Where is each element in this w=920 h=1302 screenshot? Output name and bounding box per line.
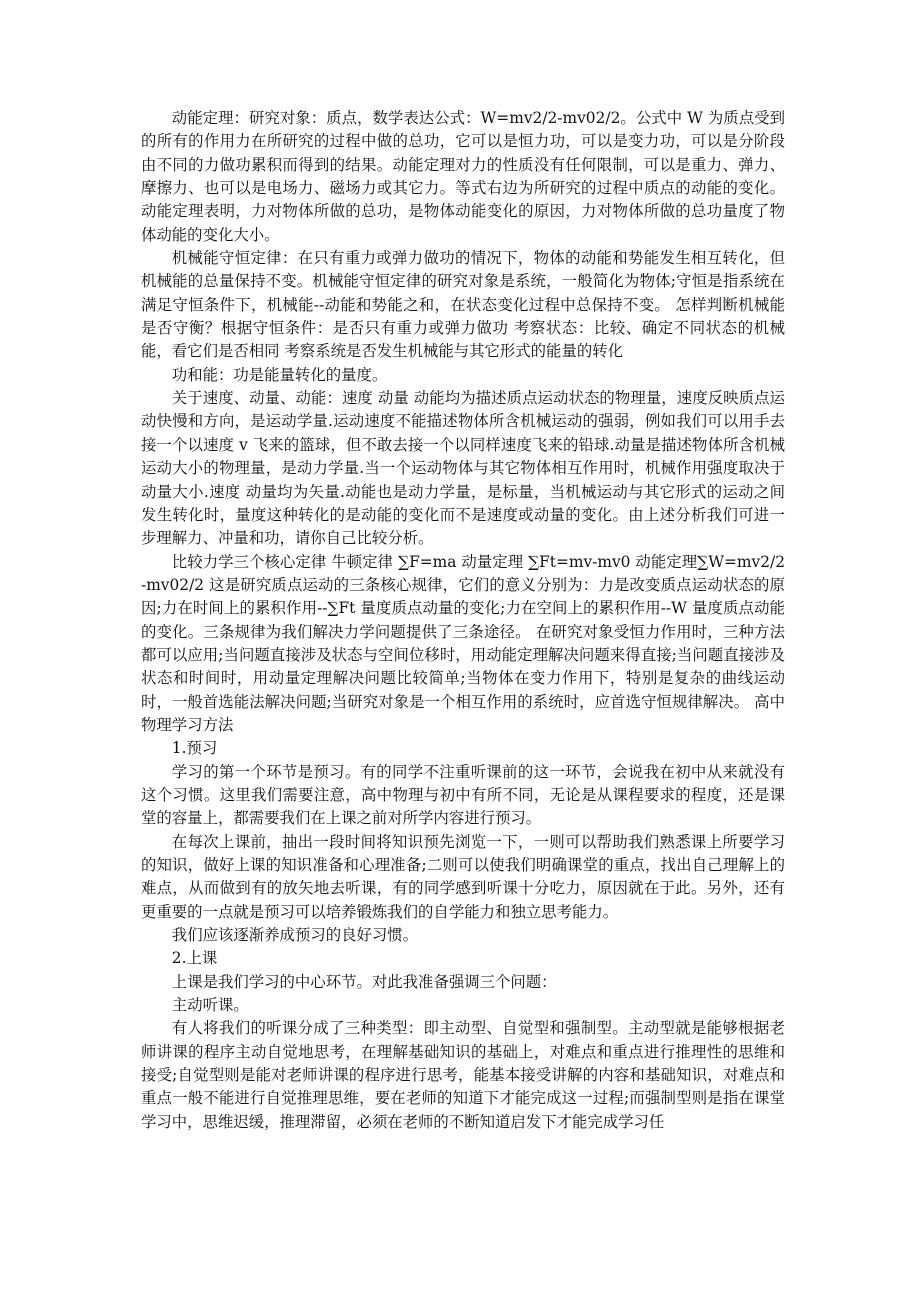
paragraph-class-intro: 上课是我们学习的中心环节。对此我准备强调三个问题： [171, 972, 557, 991]
paragraph-preview-intro: 学习的第一个环节是预习。有的同学不注重听课前的这一环节，会说我在初中从来就没有这个习惯。这里我们需要注意，高中物理与初中有所不同，无论是从课程要求的程度，还是课堂的容量上，都需要我们在上课之前对所学内容进行预习。 [141, 762, 785, 828]
paragraph-velocity-momentum-energy: 关于速度、动量、动能：速度 动量 动能均为描述质点运动状态的物理量，速度反映质点运动快慢和方向，是运动学量.运动速度不能描述物体所含机械运动的强弱，例如我们可以用手去接一个以速度 v 飞来的篮球，但不敢去接一个以同样速度飞来的铅球.动量是描述物体所含机械运动大小的物理量，是动力学量.当一个运动物体与其它物体相互作用时，机械作用强度取决于动量大小.速度 动量均为矢量.动能也是动力学量，是标量，当机械运动与其它形式的运动之间发生转化时，量度这种转化的是动能的变化而不是速度或动量的变化。由上述分析我们可进一步理解力、冲量和功，请你自己比较分析。 [141, 389, 785, 548]
subheading-active-listening: 主动听课。 [171, 996, 249, 1015]
paragraph-mechanical-energy-conservation: 机械能守恒定律：在只有重力或弹力做功的情况下，物体的动能和势能发生相互转化，但机械能的总量保持不变。机械能守恒定律的研究对象是系统，一般简化为物体;守恒是指系统在满足守恒条件下，机械能--动能和势能之和，在状态变化过程中总保持不变。 怎样判断机械能是否守衡？根据守恒条件：是否只有重力或弹力做功 考察状态：比较、确定不同状态的机械能，看它们是否相同 考察系统是否发生机械能与其它形式的能量的转化 [141, 249, 785, 361]
paragraph-listening-types: 有人将我们的听课分成了三种类型：即主动型、自觉型和强制型。主动型就是能够根据老师讲课的程序主动自觉地思考，在理解基础知识的基础上，对难点和重点进行推理性的思维和接受;自觉型则是能对老师讲课的程序进行思考，能基本接受讲解的内容和基础知识，对难点和重点一般不能进行自觉推理思维，要在老师的知道下才能完成这一过程;而强制型则是指在课堂学习中，思维迟缓，推理滞留，必须在老师的不断知道启发下才能完成学习任 [141, 1019, 785, 1131]
section-heading-class: 2.上课 [171, 949, 218, 968]
paragraph-work-and-energy: 功和能：功是能量转化的量度。 [171, 365, 388, 384]
document-body [141, 107, 785, 1134]
paragraph-three-core-laws: 比较力学三个核心定律 牛顿定律 ∑F=ma 动量定理 ∑Ft=mv-mv0 动能定理∑W=mv2/2-mv02/2 这是研究质点运动的三条核心规律，它们的意义分别为：力是改变质点运动状态的原因;力在时间上的累积作用--∑Ft 量度质点动量的变化;力在空间上的累积作用--W 量度质点动能的变化。三条规律为我们解决力学问题提供了三条途径。 在研究对象受恒力作用时，三种方法都可以应用;当问题直接涉及状态与空间位移时，用动能定理解决问题来得直接;当问题直接涉及状态和时间时，用动量定理解决问题比较简单;当物体在变力作用下，特别是复杂的曲线运动时，一般首选能法解决问题;当研究对象是一个相互作用的系统时，应首选守恒规律解决。 高中物理学习方法 [141, 552, 786, 734]
section-heading-preview: 1.预习 [171, 739, 218, 758]
paragraph-kinetic-energy-theorem: 动能定理：研究对象：质点，数学表达公式：W=mv2/2-mv02/2。公式中 W 为质点受到的所有的作用力在所研究的过程中做的总功，它可以是恒力功，可以是变力功，可以是分阶段由不同的力做功累积而得到的结果。动能定理对力的性质没有任何限制，可以是重力、弹力、摩擦力、也可以是电场力、磁场力或其它力。等式右边为所研究的过程中质点的动能的变化。动能定理表明，力对物体所做的总功，是物体动能变化的原因，力对物体所做的总功量度了物体动能的变化大小。 [141, 109, 785, 244]
paragraph-preview-habit: 我们应该逐渐养成预习的良好习惯。 [171, 926, 419, 945]
paragraph-preview-method: 在每次上课前，抽出一段时间将知识预先浏览一下，一则可以帮助我们熟悉课上所要学习的知识，做好上课的知识准备和心理准备;二则可以使我们明确课堂的重点，找出自己理解上的难点，从而做到有的放矢地去听课，有的同学感到听课十分吃力，原因就在于此。另外，还有更重要的一点就是预习可以培养锻炼我们的自学能力和独立思考能力。 [141, 832, 785, 921]
